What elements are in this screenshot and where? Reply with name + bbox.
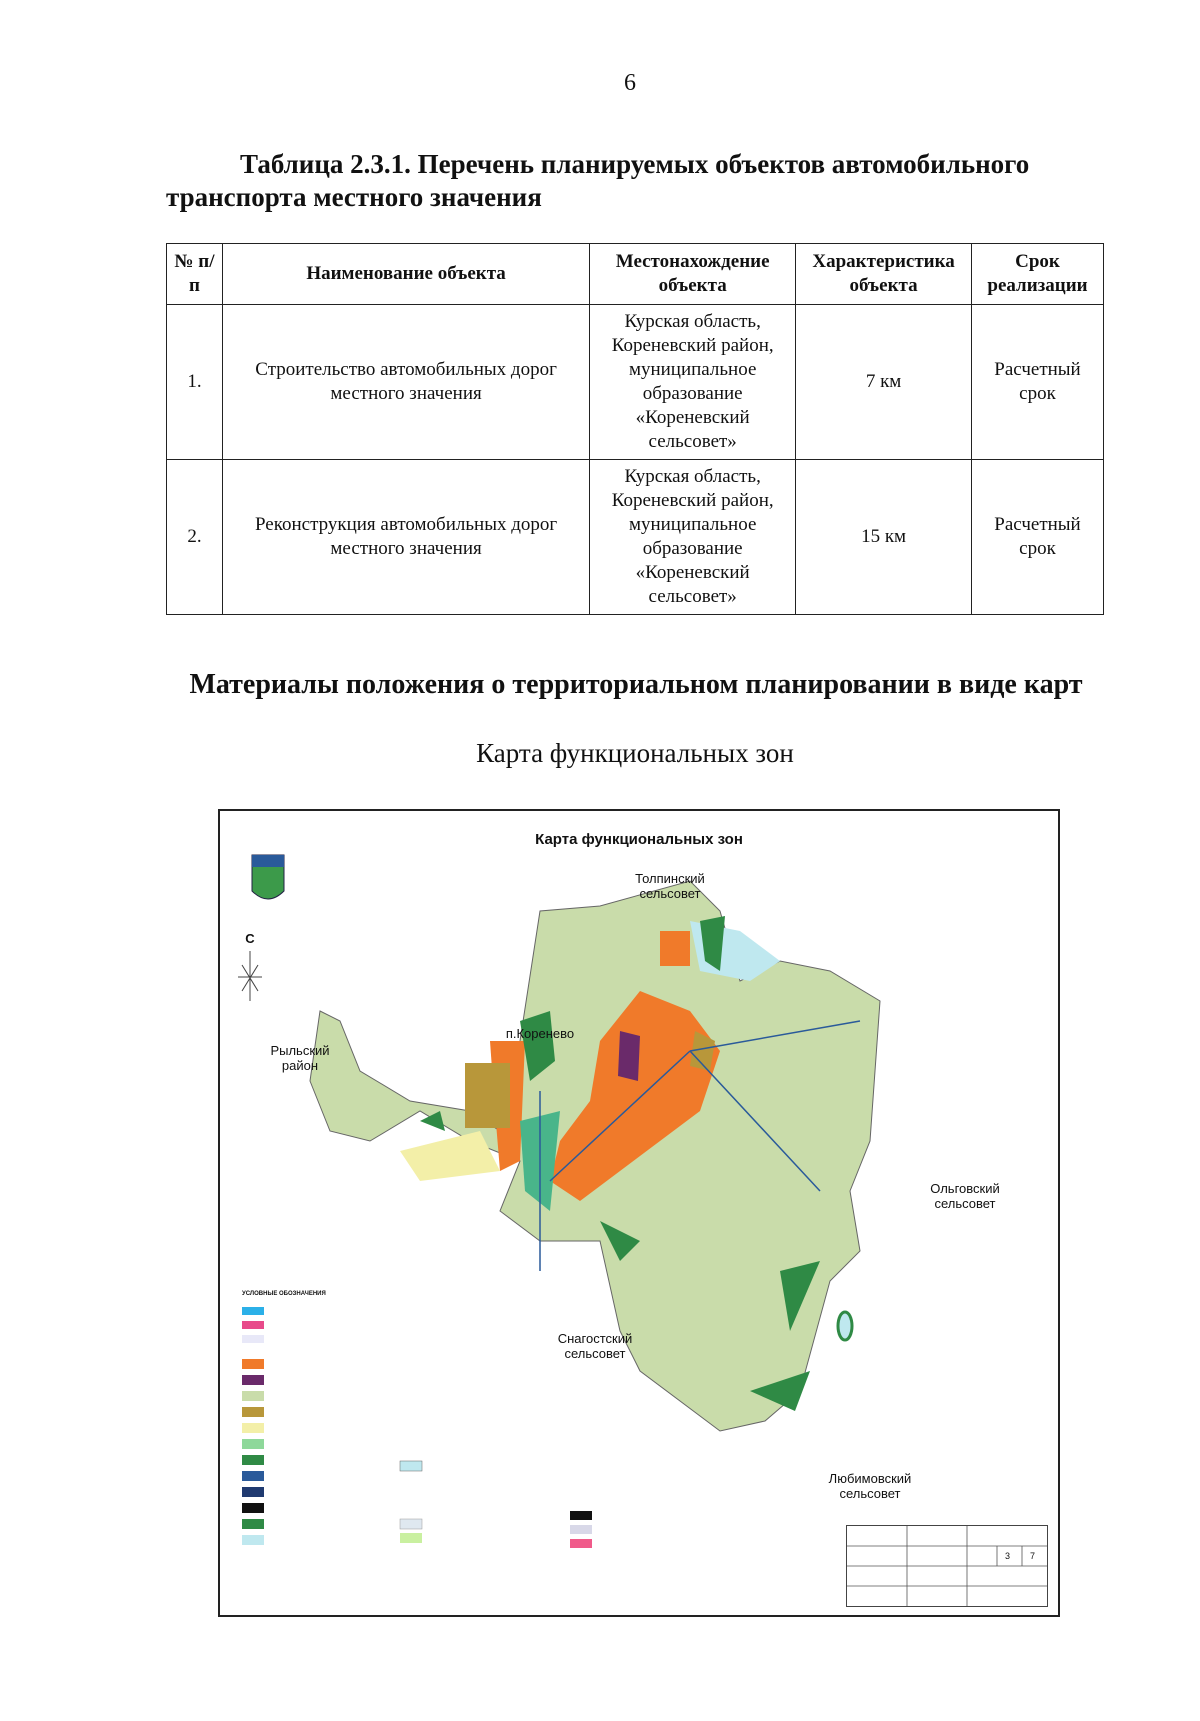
header-term: Срок реализации xyxy=(972,244,1104,305)
label-lyubimovsky: Любимовский сельсовет xyxy=(828,1471,912,1501)
header-name: Наименование объекта xyxy=(222,244,589,305)
map-title: Карта функциональных зон xyxy=(535,831,743,848)
header-characteristic: Характеристика объекта xyxy=(796,244,972,305)
pond xyxy=(838,1312,852,1340)
cell-characteristic: 15 км xyxy=(796,460,972,615)
cell-term: Расчетный срок xyxy=(972,460,1104,615)
functional-zones-map xyxy=(218,809,1060,1617)
label-korenevo: п.Коренево xyxy=(505,1026,575,1041)
stamp-sheet: 3 xyxy=(1005,1551,1011,1561)
header-location: Местонахождение объекта xyxy=(590,244,796,305)
cell-location: Курская область, Кореневский район, муниципальное образование «Кореневский сельсовет» xyxy=(590,460,796,615)
cell-characteristic: 7 км xyxy=(796,305,972,460)
table-header-row xyxy=(167,244,1104,305)
table-row xyxy=(167,305,1104,460)
north-label: С xyxy=(245,931,255,946)
cell-number: 1. xyxy=(167,305,223,460)
objects-table xyxy=(166,243,1104,615)
public-business-zone xyxy=(618,1031,640,1081)
section-heading: Материалы положения о территориальном планировании в виде карт xyxy=(189,669,1083,700)
table-row xyxy=(167,460,1104,615)
stamp-sheets: 7 xyxy=(1030,1551,1036,1561)
cell-term: Расчетный срок xyxy=(972,305,1104,460)
north-arrow-icon xyxy=(238,951,262,1001)
label-tolpinsky: Толпинский сельсовет xyxy=(635,871,705,901)
label-snagostsky: Снагостский сельсовет xyxy=(557,1331,633,1361)
label-rylsky: Рыльский район xyxy=(270,1043,330,1073)
coat-of-arms-top xyxy=(252,855,284,867)
table-title: Таблица 2.3.1. Перечень планируемых объектов автомобильного транспорта местного значения xyxy=(166,149,1030,212)
map-caption: Карта функциональных зон xyxy=(476,738,794,768)
title-block-stamp xyxy=(846,1525,1048,1607)
legend-title: УСЛОВНЫЕ ОБОЗНАЧЕНИЯ xyxy=(242,1291,326,1297)
residential-north xyxy=(660,931,690,966)
cell-number: 2. xyxy=(167,460,223,615)
cell-name: Строительство автомобильных дорог местного значения xyxy=(222,305,589,460)
cell-location: Курская область, Кореневский район, муниципальное образование «Кореневский сельсовет» xyxy=(590,305,796,460)
stamp-grid xyxy=(847,1526,1047,1606)
header-number: № п/п xyxy=(167,244,223,305)
cell-name: Реконструкция автомобильных дорог местного значения xyxy=(222,460,589,615)
agricultural-zone xyxy=(465,1063,510,1128)
map-legend xyxy=(242,1291,672,1611)
label-olgovsky: Ольговский сельсовет xyxy=(930,1181,1000,1211)
page-number: 6 xyxy=(624,70,636,96)
